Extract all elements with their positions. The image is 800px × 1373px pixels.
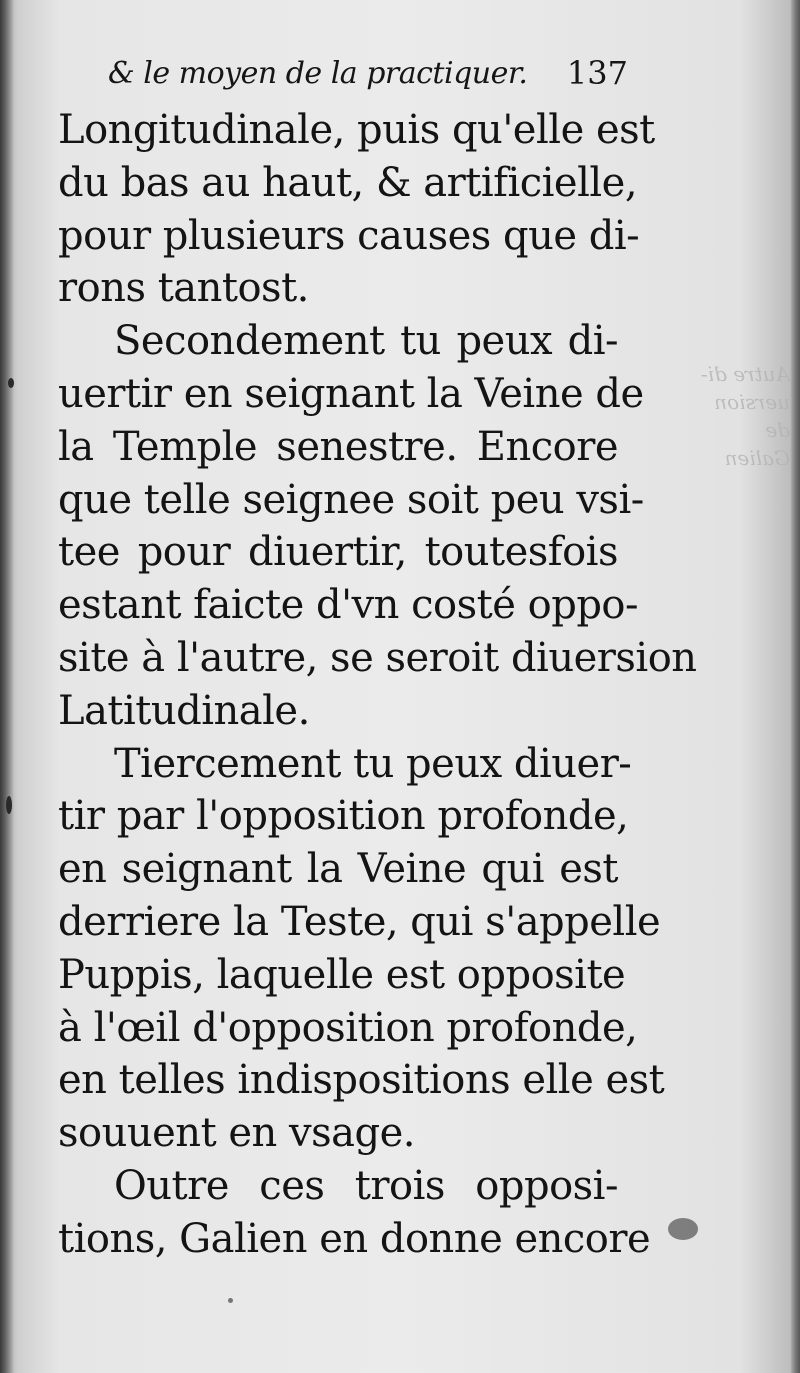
text-line: à l'œil d'opposition profonde,	[58, 1004, 638, 1051]
ink-speck	[6, 796, 12, 814]
text-line: uertir en seignant la Veine de	[58, 370, 644, 417]
ink-speck	[8, 378, 14, 388]
text-line: en seignant la Veine qui est	[58, 846, 618, 893]
text-line: tee pour diuertir, toutesfois	[58, 529, 618, 576]
body-text	[58, 104, 697, 1266]
text-line: estant faicte d'vn costé oppo-	[58, 582, 639, 629]
gutter-shadow	[0, 0, 14, 1373]
text-line: souuent en vsage.	[58, 1110, 415, 1157]
text-line: la Temple senestre. Encore	[58, 423, 618, 470]
page-header	[100, 48, 640, 98]
text-line: derriere la Teste, qui s'appelle	[58, 898, 661, 945]
page-number: 137	[566, 54, 628, 92]
text-line: Puppis, laquelle est opposite	[58, 951, 626, 998]
ink-speck	[228, 1298, 233, 1303]
text-line: tir par l'opposition profonde,	[58, 793, 629, 840]
paragraph-first-line: Secondement tu peux di-	[114, 318, 618, 365]
ink-speck	[668, 1218, 698, 1240]
paragraph-first-line: Tiercement tu peux diuer-	[114, 740, 632, 787]
text-line: en telles indispositions elle est	[58, 1057, 665, 1104]
text-line: Longitudinale, puis qu'elle est	[58, 107, 655, 153]
running-title: & le moyen de la practiquer.	[108, 56, 528, 91]
text-line: site à l'autre, se seroit diuersion	[58, 634, 697, 681]
bleed-through-margin-note: Autre di- uersion de Galien	[700, 362, 790, 470]
text-line: pour plusieurs causes que di-	[58, 212, 640, 259]
paragraph-first-line: Outre ces trois opposi-	[114, 1162, 618, 1209]
text-line: tions, Galien en donne encore	[58, 1215, 651, 1262]
page-edge-shadow	[790, 0, 800, 1373]
text-line: rons tantost.	[58, 265, 309, 312]
text-line: Latitudinale.	[58, 687, 310, 734]
text-line: du bas au haut, & artificielle,	[58, 159, 638, 206]
text-line: que telle seignee soit peu vsi-	[58, 476, 644, 523]
